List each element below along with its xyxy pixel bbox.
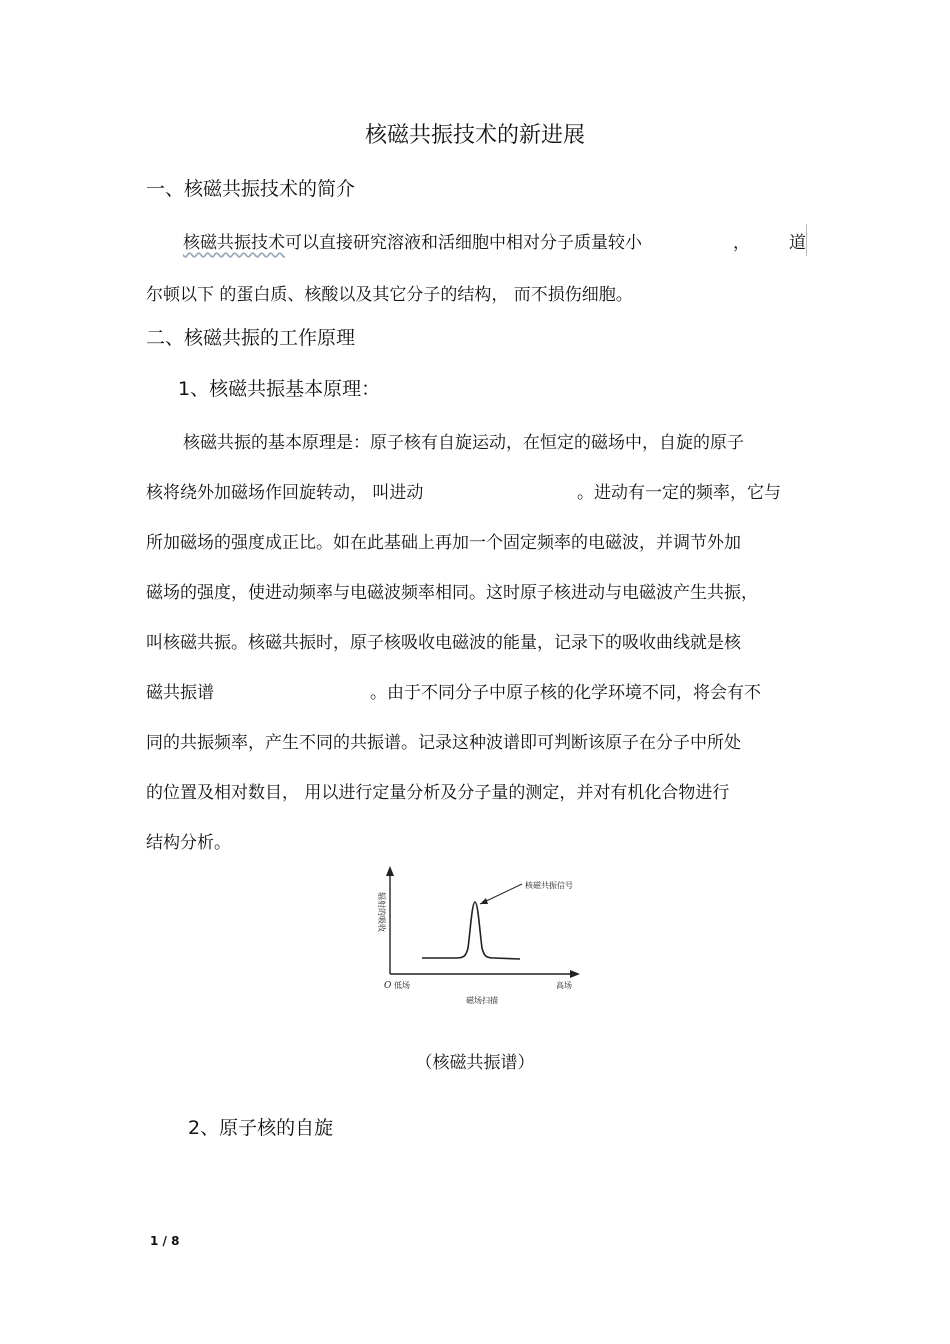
x-low-label: 低场 <box>394 981 410 990</box>
principle-line: 。由于不同分子中原子核的化学环境不同，将会有不 <box>370 683 761 703</box>
origin-label: O <box>384 981 392 991</box>
x-axis-label: 磁场扫描 <box>466 996 498 1005</box>
nmr-spectrum-figure <box>370 862 590 1012</box>
principle-line: 所加磁场的强度成正比。如在此基础上再加一个固定频率的电磁波，并调节外加 <box>146 533 741 553</box>
intro-line-1 <box>183 228 642 253</box>
principle-line: 核磁共振的基本原理是：原子核有自旋运动，在恒定的磁场中，自旋的原子 <box>183 433 744 453</box>
peak-annotation: 核磁共振信号 <box>525 881 573 890</box>
principle-line: 叫核磁共振。核磁共振时，原子核吸收电磁波的能量，记录下的吸收曲线就是核 <box>146 633 741 653</box>
y-axis-label: 辐射的吸收 <box>377 892 386 932</box>
intro-comma: ， <box>733 233 750 253</box>
principle-line: 结构分析。 <box>146 833 231 853</box>
page-number: 1 / 8 <box>150 1234 180 1248</box>
section-heading-intro: 一、核磁共振技术的简介 <box>146 178 356 200</box>
intro-line-2: 尔顿以下 的蛋白质、核酸以及其它分子的结构， 而不损伤细胞。 <box>146 285 633 305</box>
subsection-heading-basic: 1、核磁共振基本原理： <box>178 378 381 400</box>
x-axis-arrow-icon <box>570 970 580 978</box>
intro-term: 核磁共振技术 <box>183 233 285 253</box>
margin-mark <box>806 224 807 256</box>
y-axis-arrow-icon <box>386 866 394 876</box>
section-heading-principle: 二、核磁共振的工作原理 <box>146 327 356 349</box>
principle-line: 磁场的强度，使进动频率与电磁波频率相同。这时原子核进动与电磁波产生共振， <box>146 583 758 603</box>
principle-line: 磁共振谱 <box>146 683 214 703</box>
principle-line: 同的共振频率，产生不同的共振谱。记录这种波谱即可判断该原子在分子中所处 <box>146 733 741 753</box>
intro-text-a: 可以直接研究溶液和活细胞中相对分子质量较小 <box>285 233 642 253</box>
principle-line: 核将绕外加磁场作回旋转动， 叫进动 <box>146 483 424 503</box>
page-title: 核磁共振技术的新进展 <box>364 123 585 148</box>
intro-line-end: 道 <box>789 233 806 253</box>
figure-caption: （核磁共振谱） <box>415 1053 535 1073</box>
annotation-arrow-icon <box>480 898 488 904</box>
x-high-label: 高场 <box>556 981 572 990</box>
principle-line: 的位置及相对数目， 用以进行定量分析及分子量的测定，并对有机化合物进行 <box>146 783 730 803</box>
absorption-curve <box>422 902 520 959</box>
subsection-heading-spin: 2、原子核的自旋 <box>188 1117 334 1139</box>
principle-line: 。进动有一定的频率，它与 <box>577 483 781 503</box>
